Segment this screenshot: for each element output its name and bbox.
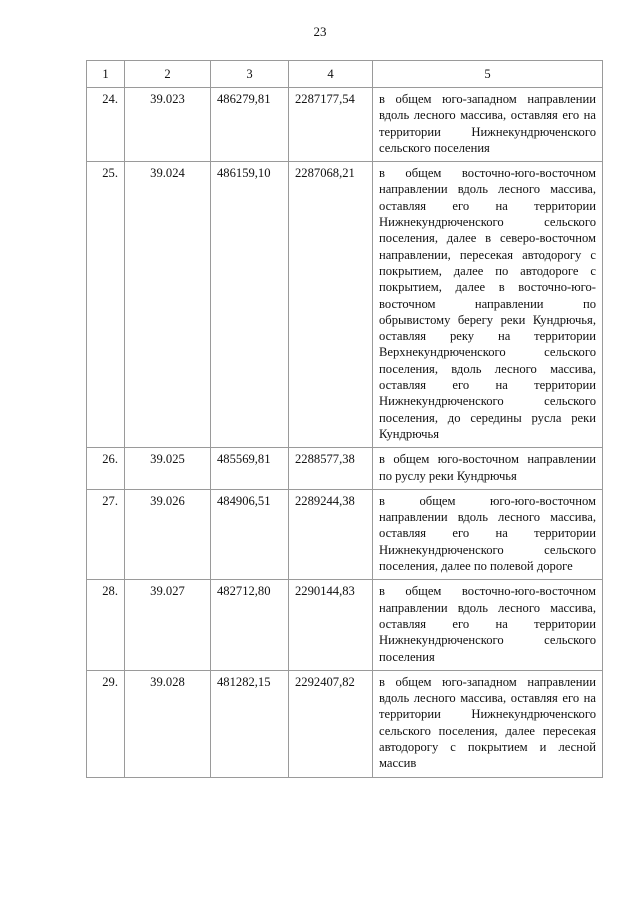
- coordinate-x: 486279,81: [211, 88, 289, 162]
- table-row: [87, 88, 603, 162]
- row-index: 29.: [87, 670, 125, 777]
- row-index: 26.: [87, 448, 125, 490]
- row-index: 28.: [87, 580, 125, 670]
- coordinate-x: 485569,81: [211, 448, 289, 490]
- coordinate-y: 2290144,83: [289, 580, 373, 670]
- boundary-description: в общем юго-юго-восточном направлении вдоль лесного массива, оставляя его на территории Нижнекундрюченского сельского поселения, далее по полевой дороге: [373, 489, 603, 579]
- row-index: 24.: [87, 88, 125, 162]
- boundary-points-table: [86, 60, 603, 778]
- table-header-row: [87, 61, 603, 88]
- coordinate-x: 482712,80: [211, 580, 289, 670]
- row-index: 25.: [87, 162, 125, 448]
- table-row: [87, 580, 603, 670]
- column-header-point: 2: [125, 61, 211, 88]
- table-row: [87, 162, 603, 448]
- coordinate-x: 486159,10: [211, 162, 289, 448]
- point-number: 39.023: [125, 88, 211, 162]
- point-number: 39.026: [125, 489, 211, 579]
- boundary-description: в общем юго-западном направлении вдоль лесного массива, оставляя его на территории Нижнекундрюченского сельского поселения: [373, 88, 603, 162]
- coordinate-y: 2289244,38: [289, 489, 373, 579]
- column-header-description: 5: [373, 61, 603, 88]
- point-number: 39.024: [125, 162, 211, 448]
- boundary-description: в общем восточно-юго-восточном направлении вдоль лесного массива, оставляя его на территории Нижнекундрюченского сельского поселения: [373, 580, 603, 670]
- table-row: [87, 670, 603, 777]
- point-number: 39.028: [125, 670, 211, 777]
- page-number: 23: [313, 24, 327, 39]
- row-index: 27.: [87, 489, 125, 579]
- table-row: [87, 448, 603, 490]
- coordinate-y: 2292407,82: [289, 670, 373, 777]
- point-number: 39.025: [125, 448, 211, 490]
- column-header-index: 1: [87, 61, 125, 88]
- boundary-description: в общем юго-восточном направлении по руслу реки Кундрючья: [373, 448, 603, 490]
- coordinate-y: 2288577,38: [289, 448, 373, 490]
- coordinate-y: 2287068,21: [289, 162, 373, 448]
- coordinate-y: 2287177,54: [289, 88, 373, 162]
- table-row: [87, 489, 603, 579]
- boundary-description: в общем юго-западном направлении вдоль лесного массива, оставляя его на территории Нижнекундрюченского сельского поселения, далее пересекая автодорогу с покрытием и лесной массив: [373, 670, 603, 777]
- column-header-x: 3: [211, 61, 289, 88]
- boundary-description: в общем восточно-юго-восточном направлении вдоль лесного массива, оставляя его на территории Нижнекундрюченского сельского поселения, далее в северо-восточном направлении, пересекая автодорогу с покрытием, далее по автодороге с покрытием, далее в восточно-юго-восточном направлении по обрывистому берегу реки Кундрючья, оставляя реку на территории Верхнекундрюченского сельского поселения, вдоль лесного массива, оставляя его на территории Нижнекундрюченского сельского поселения, до середины русла реки Кундрючья: [373, 162, 603, 448]
- coordinate-x: 481282,15: [211, 670, 289, 777]
- point-number: 39.027: [125, 580, 211, 670]
- column-header-y: 4: [289, 61, 373, 88]
- coordinate-x: 484906,51: [211, 489, 289, 579]
